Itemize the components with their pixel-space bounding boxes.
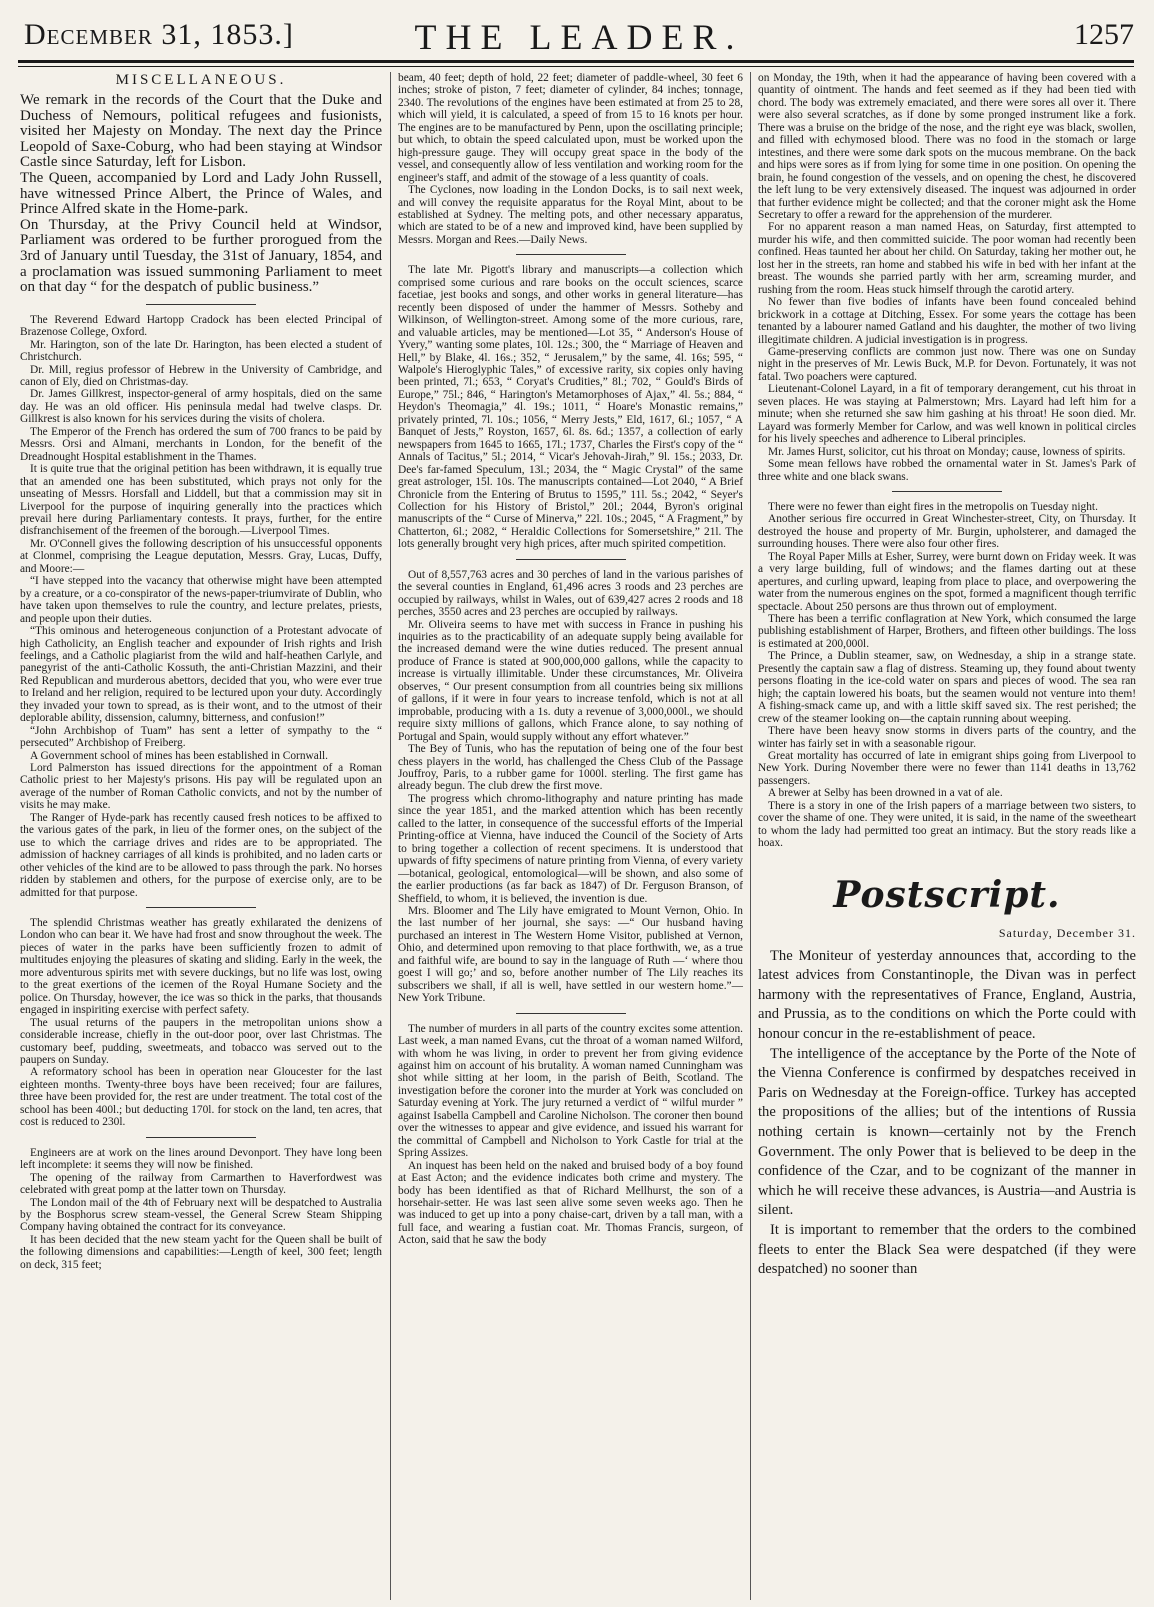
paragraph: The Moniteur of yesterday announces that, according to the latest advices from Constantinople, the Divan was in perfect harmony with the representatives of France, England, Austria, and Prussia, as to the conditions on which the Porte could with honour concur in the re-establishment of peace.: [758, 947, 1136, 1043]
quoted-paragraph: “I have stepped into the vacancy that otherwise might have been attempted by a creature, or a co-conspirator of the news-paper-triumvirate of Dublin, who have taken upon themselves to rule the country, and lecture prelates, priests, and people upon their duties.: [20, 575, 382, 625]
paragraph: There have been heavy snow storms in divers parts of the country, and the winter has fairly set in with a seasonable rigour.: [758, 725, 1136, 750]
paragraph: The Prince, a Dublin steamer, saw, on Wednesday, a ship in a strange state. Presently the captain saw a flag of distress. Steaming up, they found about twenty persons floating in the ice-cold water on spars and pieces of wood. The sea ran high; the captain lowered his boats, but the seamen would not venture into them! A fishing-smack came up, and with a little skiff saved six. The rest perished; the crew of the steamer looking on—the captain running about weeping.: [758, 650, 1136, 725]
paragraph: Game-preserving conflicts are common just now. There was one on Sunday night in the preserves of Mr. Lewis Buck, M.P. for Devon. Fortunately, it was not fatal. Two poachers were captured.: [758, 345, 1136, 383]
newspaper-title: THE LEADER.: [414, 17, 744, 57]
paragraph: Mr. James Hurst, solicitor, cut his throat on Monday; cause, lowness of spirits.: [768, 445, 1126, 458]
paragraph: on Monday, the 19th, when it had the appearance of having been covered with a quantity of ointment. The hands and feet seemed as if they had been tied with chord. The body was extremely emaciated, and there were sores all over it. There were also several scratches, as if done by some pronged instrument like a fork. There was a bruise on the bridge of the nose, and the right eye was black, swollen, and filled with echymosed blood. There was no food in the stomach or large intestines, and there were some dark spots on the mucous membrane. On the back and hips were sores as if from lying for some time in one position. On opening the brain, he found congestion of the vessels, and on opening the chest, he discovered the left lung to be very extensively diseased. The inquest was adjourned in order that further evidence might be collected; and that the coroner might ask the Home Secretary to offer a reward for the apprehension of the murderer.: [758, 72, 1136, 221]
masthead-rule-thin: [18, 66, 1134, 67]
paragraph: The Ranger of Hyde-park has recently caused fresh notices to be affixed to the various gates of the park, in lieu of the former ones, on the subject of the use to which the carriage drives and rides are to be appropriated. The admission of hackney carriages of all kinds is prohibited, and no laden carts or other vehicles of the kind are to be allowed to pass through the park. No horses ridden by stablemen and others, for the purpose of exercise only, are to be admitted for that purpose.: [20, 811, 382, 899]
paragraph: There has been a terrific conflagration at New York, which consumed the large publishing establishment of Harper, Brothers, and fifteen other buildings. The loss is estimated at 200,000l.: [758, 613, 1136, 650]
paragraph: The Reverend Edward Hartopp Cradock has been elected Principal of Brazenose College, Oxford.: [20, 313, 382, 339]
news-section: [758, 501, 1136, 850]
paragraph: The Royal Paper Mills at Esher, Surrey, were burnt down on Friday week. It was a very large building, full of windows; and the flames darting out at these apertures, and curling upward, leaping from place to place, and overpowering the water from the numerous engines on the spot, formed a magnificent though terrific spectacle. About 250 persons are thus thrown out of employment.: [758, 550, 1136, 613]
paragraph: There were no fewer than eight fires in the metropolis on Tuesday night.: [768, 500, 1098, 513]
news-section: [758, 72, 1136, 483]
section-separator: [516, 559, 626, 560]
paragraph: An inquest has been held on the naked and bruised body of a boy found at East Acton; and the evidence indicates both crime and mystery. The body has been identified as that of Richard Mellhurst, the son of a horsehair-setter. He was last seen alive some seven weeks ago. Then he was induced to get up into a pony chaise-cart, driven by a tall man, with a full face, and wearing a fustian coat. Mr. Thomas Francis, surgeon, of Acton, said that he saw the body: [398, 1159, 743, 1247]
paragraph: “John Archbishop of Tuam” has sent a letter of sympathy to the “ persecuted” Archbishop of Freiberg.: [20, 724, 382, 750]
news-section: [398, 569, 743, 1005]
section-separator: [146, 1137, 256, 1138]
section-separator: [516, 1013, 626, 1014]
paragraph: The Queen, accompanied by Lord and Lady John Russell, have witnessed Prince Albert, the Prince of Wales, and Prince Alfred skate in the Home-park.: [20, 169, 382, 218]
page-number: 1257: [1074, 18, 1134, 51]
section-separator: [892, 491, 1002, 492]
paragraph: Engineers are at work on the lines around Devonport. They have long been left incomplete: it seems they will now be finished.: [20, 1146, 382, 1172]
postscript-heading: Postscript.: [833, 873, 1061, 916]
paragraph: It has been decided that the new steam yacht for the Queen shall be built of the following dimensions and capabilities:—Length of keel, 300 feet; length on deck, 315 feet;: [20, 1233, 382, 1271]
lead-paragraphs: [20, 93, 382, 296]
news-section: [20, 917, 382, 1129]
paragraph: Great mortality has occurred of late in emigrant ships going from Liverpool to New York. During November there were no fewer than 1141 deaths in 13,762 passengers.: [758, 750, 1136, 787]
paragraph: beam, 40 feet; depth of hold, 22 feet; diameter of paddle-wheel, 30 feet 6 inches; stroke of piston, 7 feet; diameter of cylinder, 84 inches; tonnage, 2340. The revolutions of the engines have been estimated at from 25 to 28, which will yield, it is calculated, a speed of from 15 to 16 knots per hour. The engines are to be manufactured by Penn, upon the oscillating principle; but which, to obtain the speed calculated upon, must be worked upon the high-pressure gauge. They will occupy great space in the body of the vessel, and consequently allow of less ventilation and working room for the engineer's staff, and admit of the stowage of a less quantity of coals.: [398, 72, 743, 184]
quoted-paragraph: “This ominous and heterogeneous conjunction of a Protestant advocate of high Catholicity, an English teacher and expounder of Irish rights and Irish feelings, and a Catholic plagiarist from the wild and half-heathen Carlyle, and panegyrist of the anti-Catholic Kossuth, the anti-Christian Mazzini, and their Red Republican and murderous abettors, decided that you, who were ever true to Ireland and her religion, required to be lectured upon your duty. Accordingly they invaded your town to spread, as is their wont, and to the utmost of their deplorable ability, dissension, calumny, bitterness, and confusion!”: [20, 625, 382, 725]
paragraph: The Emperor of the French has ordered the sum of 700 francs to be paid by Messrs. Orsi and Almani, merchants in London, for the benefit of the Dreadnought Hospital establishment in the Thames.: [20, 425, 382, 463]
section-separator: [516, 254, 626, 255]
paragraph: There is a story in one of the Irish papers of a marriage between two sisters, to cover the shame of one. They were united, it is said, in the name of the sweetheart to whom the lady had permitted too great an intimacy. But the story reads like a hoax.: [758, 799, 1136, 850]
paragraph: On Thursday, at the Privy Council held at Windsor, Parliament was ordered to be further prorogued from the 3rd of January until Tuesday, the 31st of January, 1854, and a proclamation was issued summoning Parliament to meet on that day “ for the despatch of public business.”: [20, 216, 382, 296]
column-divider: [390, 72, 391, 1600]
paragraph: The Cyclones, now loading in the London Docks, is to sail next week, and will convey the requisite apparatus for the Royal Mint, about to be established at Sydney. The melting pots, and other necessary apparatus, which are stated to be of a new and improved kind, have been supplied by Messrs. Morgan and Rees.—Daily News.: [398, 184, 743, 246]
masthead-rule-thick: [18, 60, 1134, 63]
section-heading-miscellaneous: MISCELLANEOUS.: [115, 72, 287, 88]
postscript-section: [758, 874, 1136, 1280]
paragraph: A Government school of mines has been established in Cornwall.: [30, 749, 328, 762]
column-1: [20, 72, 382, 1600]
paragraph: The late Mr. Pigott's library and manuscripts—a collection which comprised some curious and rare books on the occult sciences, scarce facetiae, jest books and songs, and other works in general literature—has recently been disposed of under the hammer of Messrs. Sotheby and Wilkinson, of Wellington-street. Among some of the more curious, rare, and valuable articles, may be mentioned—Lot 35, “ Anderson's House of Yvery,” wanting some plates, 10l. 12s.; 300, the “ Marriage of Heaven and Hell,” by Blake, 4l. 16s.; 352, “ Jerusalem,” by the same, 4l. 16s; 595, “ Walpole's Hieroglyphic Tales,” of excessive rarity, six copies only having been printed, 7l.; 653, “ Coryat's Crudities,” 8l.; 702, “ Gould's Birds of Europe,” 75l.; 846, “ Harington's Metamorphoses of Ajax,” 4l. 5s.; 884, “ Heydon's Theomagia,” 4l. 19s.; 1011, “ Hoare's Monastic remains,” privately printed, 7l. 10s.; 1056, “ Merry Jests,” Eld, 1617, 6l.; 1057, “ A Banquet of Jests,” Royston, 1657, 6l. 8s. 6d.; 1357, a collection of early newspapers from 1645 to 1665, 17l.; 1737, Charles the First's copy of the “ Annals of Tacitus,” 5l.; 2014, “ Vicar's Jehovah-Jirah,” 9l. 15s.; 2033, Dr. Dee's far-famed Speculum, 13l.; 2034, the “ Magic Crystal” of the same great astrologer, 15l. 10s. The manuscripts contained—Lot 2040, “ A Brief Chronicle from the Entering of Brutus to 1595,” 11l. 5s.; 2042, “ Seyer's Collection for his History of Bristol,” 20l.; 2044, Byron's original manuscripts of the “ Curse of Minerva,” 22l. 10s.; 2045, “ A Fragment,” by Chatterton, 6l.; 2082, “ Heraldic Collections for Somersetshire,” 21l. The lots generally brought very high prices, after much spirited competition.: [398, 264, 743, 551]
paragraph: It is important to remember that the orders to the combined fleets to enter the Black Sea were despatched (if they were despatched) no sooner than: [758, 1221, 1136, 1278]
paragraph: Lord Palmerston has issued directions for the appointment of a Roman Catholic priest to her Majesty's prisons. His pay will be regulated upon an average of the number of Roman Catholic convicts, and not by the number of visits he may make.: [20, 762, 382, 812]
column-3: [758, 72, 1136, 1600]
paragraph: Out of 8,557,763 acres and 30 perches of land in the various parishes of the several counties in England, 61,496 acres 3 roods and 23 perches are occupied by railways, whilst in Wales, out of 639,427 acres 2 roods and 18 perches, 3550 acres and 23 perches are occupied by railways.: [398, 568, 743, 619]
news-section: [20, 1147, 382, 1272]
masthead: [18, 14, 1140, 56]
paragraph: Dr. Mill, regius professor of Hebrew in the University of Cambridge, and canon of Ely, died on Christmas-day.: [20, 363, 382, 388]
paragraph: Another serious fire occurred in Great Winchester-street, City, on Thursday. It destroyed the house and property of Mr. Burgin, upholsterer, and damaged the surrounding houses. There were also four other fires.: [758, 513, 1136, 551]
paragraph: Some mean fellows have robbed the ornamental water in St. James's Park of three white and one black swans.: [758, 458, 1136, 483]
paragraph: Mr. O'Connell gives the following description of his unsuccessful opponents at Clonmel, comprising the League deputation, Messrs. Gray, Lucas, Duffy, and Moore:—: [20, 537, 382, 575]
paragraph: The number of murders in all parts of the country excites some attention. Last week, a man named Evans, cut the throat of a woman named Wilford, with whom he was living, in order to prevent her from giving evidence against him on account of his brutality. A woman named Cunningham was shot while sitting at her loom, in the parish of Beith, Scotland. The investigation before the coroner into the murder at York was concluded on Saturday evening at York. The jury returned a verdict of “ wilful murder ” against Isabella Campbell and Caroline Nicholson. The coroner then bound over the witnesses to appear and give evidence, and issued his warrant for the committal of Campbell and Nicholson to York Castle for trial at the Spring Assizes.: [398, 1022, 743, 1160]
news-section: [398, 72, 743, 246]
issue-date: December 31, 1853.]: [24, 18, 294, 51]
section-separator: [146, 304, 256, 305]
paragraph: The intelligence of the acceptance by the Porte of the Note of the Vienna Conference is confirmed by despatches received in Paris on Wednesday at the Foreign-office. Turkey has accepted the propositions of the allies; but of the intentions of Russia nothing certain is known—certainly not by the French Government. The only Power that is believed to be deep in the confidence of the Czar, and to be cognizant of the manner in which he will receive these advances, is Austria—and Austria is silent.: [758, 1045, 1136, 1219]
paragraph: Mrs. Bloomer and The Lily have emigrated to Mount Vernon, Ohio. In the last number of her journal, she says: —“ Our husband having purchased an interest in The Western Home Visitor, published at Vernon, Ohio, and determined upon removing to that place forthwith, we, as a true and faithful wife, are bound to say in the language of Ruth —‘ where thou goest I will go;’ and so, before another number of The Lily reaches its subscribers we shall, if all is well, have settled in our western home.”—New York Tribune.: [398, 905, 743, 1005]
paragraph: Lieutenant-Colonel Layard, in a fit of temporary derangement, cut his throat in seven places. He was staying at Palmerstown; Mrs. Layard had left him for a minute; when she returned she saw him gashing at his throat! He soon died. Mr. Layard was formerly Member for Carlow, and was well known in political circles for his lively speeches and adherence to Liberal principles.: [758, 383, 1136, 446]
column-divider: [750, 72, 751, 1600]
postscript-dateline: Saturday, December 31.: [998, 925, 1136, 940]
column-2: [398, 72, 743, 1600]
paragraph: Dr. James Gillkrest, inspector-general of army hospitals, died on the same day. He was an old officer. His peninsula medal had twelve clasps. Dr. Gillkrest is also known for his services during the visits of cholera.: [20, 388, 382, 426]
paragraph: A brewer at Selby has been drowned in a vat of ale.: [768, 787, 1003, 800]
paragraph: The opening of the railway from Carmarthen to Haverfordwest was celebrated with great pomp at the latter town on Thursday.: [20, 1171, 382, 1197]
paragraph: No fewer than five bodies of infants have been found concealed behind brickwork in a cottage at Ditching, Essex. For some years the cottage has been tenanted by a labourer named Gatland and his daughter, the mother of two living illegitimate children. A judicial investigation is in progress.: [758, 296, 1136, 346]
paragraph: The Bey of Tunis, who has the reputation of being one of the four best chess players in the world, has challenged the Chess Club of the Passage Jouffroy, Paris, to a rubber game for 1000l. sterling. The first game has already begun. The club drew the first move.: [398, 743, 743, 793]
paragraph: We remark in the records of the Court that the Duke and Duchess of Nemours, political refugees and fusionists, visited her Majesty on Monday. The next day the Prince Leopold of Saxe-Coburg, who had been staying at Windsor Castle since Saturday, left for Lisbon.: [20, 92, 382, 171]
paragraph: The progress which chromo-lithography and nature printing has made since the year 1851, and the marked attention which has been recently called to the latter, in consequence of the successful efforts of the Imperial Printing-office at Vienna, have induced the Council of the Society of Arts to bring together a collection of recent specimens. It is understood that upwards of fifty specimens of nature printing from Vienna, of every variety—botanical, geological, entomological—will be shown, and also some of the earlier productions (as far back as 1847) of Dr. Ferguson Branson, of Sheffield, to whom, it is believed, the invention is due.: [398, 792, 743, 905]
paragraph: For no apparent reason a man named Heas, on Saturday, first attempted to murder his wife, and then committed suicide. The poor woman had recently been confined. Heas taunted her about her child. On Saturday, taking her mother out, he lost her in the streets, ran home and stabbed his wife in bed with her infant at the breast. The wounds she parried partly with her arm, screaming murder, and rushing from the room. Heas stuck himself through the carotid artery.: [758, 221, 1136, 296]
paragraph: The splendid Christmas weather has greatly exhilarated the denizens of London who can bear it. We have had frost and snow throughout the week. The pieces of water in the parks have been sufficiently frozen to admit of multitudes enjoying the pleasures of skating and sliding. Early in the week, the more adventurous spirits met with severe duckings, but no life was lost, owing to the great exertions of the icemen of the Royal Humane Society and the police. On Thursday, however, the ice was so thick in the parks, that thousands engaged in inspiriting exercise with perfect safety.: [20, 917, 382, 1017]
paragraph: Mr. Oliveira seems to have met with success in France in pushing his inquiries as to the practicability of an adequate supply being available for the increased demand were the wine duties reduced. The present annual produce of France is stated at 900,000,000 gallons, while the capacity to increase is virtually illimitable. Under these circumstances, Mr. Oliveira observes, “ Our present consumption from all countries being six millions of gallons, if it were in four years to increase tenfold, which is not at all improbable, producing with a 1s. duty a revenue of 3,000,000l., we should require sixty millions of gallons, which France alone, to say nothing of Portugal and Spain, would supply without any effort whatever.”: [398, 618, 743, 743]
section-separator: [146, 907, 256, 908]
news-section: [398, 1023, 743, 1247]
paragraph: The London mail of the 4th of February next will be despatched to Australia by the Bosphorus screw steam-vessel, the General Screw Steam Shipping Company having obtained the contract for its conveyance.: [20, 1196, 382, 1234]
paragraph: The usual returns of the paupers in the metropolitan unions show a considerable increase, chiefly in the out-door poor, over last Christmas. The customary beef, pudding, sweetmeats, and tobacco was served out to the paupers on Sunday.: [20, 1016, 382, 1066]
news-section: [398, 264, 743, 550]
news-section: [20, 314, 382, 899]
paragraph: It is quite true that the original petition has been withdrawn, it is equally true that an amended one has been substituted, which prays not only for the unseating of Messrs. Horsfall and Liddell, but that a commission may sit in Liverpool for the purpose of inquiring generally into the practices which prevail here during Parliamentary contests. It prays, further, for the entire disfranchisement of the freemen of the borough.—Liverpool Times.: [20, 463, 382, 538]
paragraph: A reformatory school has been in operation near Gloucester for the last eighteen months. Twenty-three boys have been received; four are failures, three have been provided for, the rest are under treatment. The total cost of the school has been 400l.; but deducting 170l. for stock on the land, ten acres, that cost is reduced to 230l.: [20, 1066, 382, 1129]
paragraph: Mr. Harington, son of the late Dr. Harington, has been elected a student of Christchurch.: [20, 338, 382, 364]
